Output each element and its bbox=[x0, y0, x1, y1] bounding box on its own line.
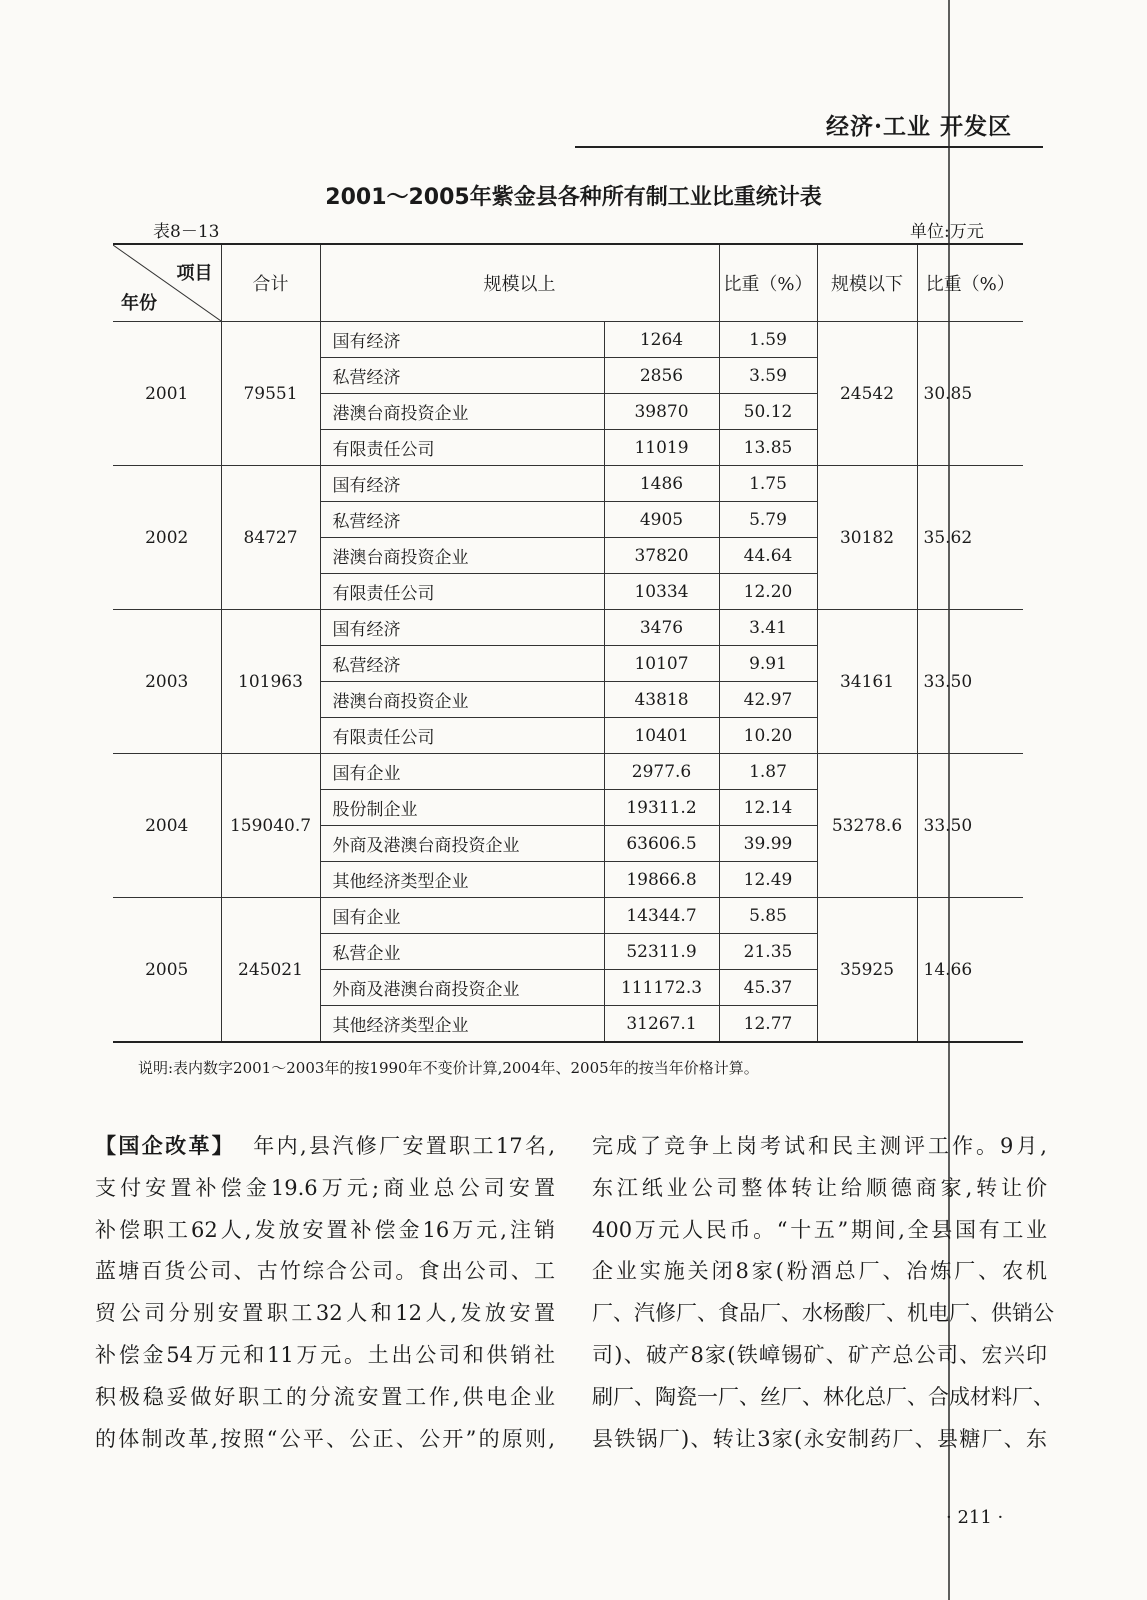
value-cell: 43818 bbox=[604, 682, 719, 718]
ratio-cell: 50.12 bbox=[719, 394, 817, 430]
value-cell: 10401 bbox=[604, 718, 719, 754]
category-cell: 国有经济 bbox=[320, 610, 604, 646]
section-heading: 【国企改革】 bbox=[95, 1134, 236, 1158]
category-cell: 私营经济 bbox=[320, 358, 604, 394]
header-total: 合计 bbox=[221, 244, 320, 322]
article-line: 县铁锅厂)、转让3家(永安制药厂、县糖厂、东 bbox=[592, 1426, 1047, 1451]
below-scale-cell: 30182 bbox=[817, 466, 917, 610]
article-line: 企业实施关闭8家(粉酒总厂、冶炼厂、农机 bbox=[592, 1259, 1047, 1284]
ratio-cell: 42.97 bbox=[719, 682, 817, 718]
value-cell: 19866.8 bbox=[604, 862, 719, 898]
article-line: 蓝塘百货公司、古竹综合公司。食出公司、工 bbox=[95, 1259, 555, 1284]
article-line: 完成了竞争上岗考试和民主测评工作。9月, bbox=[592, 1134, 1047, 1158]
corner-item-label: 项目 bbox=[176, 263, 213, 284]
value-cell: 19311.2 bbox=[604, 790, 719, 826]
category-cell: 国有企业 bbox=[320, 898, 604, 934]
table-row bbox=[113, 754, 1023, 790]
below-ratio-cell: 14.66 bbox=[917, 898, 1023, 1043]
below-ratio-cell: 35.62 bbox=[917, 466, 1023, 610]
total-cell: 159040.7 bbox=[221, 754, 320, 898]
ratio-cell: 5.79 bbox=[719, 502, 817, 538]
category-cell: 有限责任公司 bbox=[320, 718, 604, 754]
value-cell: 10107 bbox=[604, 646, 719, 682]
table-row bbox=[113, 466, 1023, 502]
year-cell: 2002 bbox=[113, 466, 221, 610]
table-note: 说明:表内数字2001～2003年的按1990年不变价计算,2004年、2005年的按当年价格计算。 bbox=[138, 1059, 759, 1077]
below-scale-cell: 35925 bbox=[817, 898, 917, 1043]
ratio-cell: 1.75 bbox=[719, 466, 817, 502]
category-cell: 私营经济 bbox=[320, 502, 604, 538]
statistics-table bbox=[113, 243, 1023, 1043]
ratio-cell: 10.20 bbox=[719, 718, 817, 754]
value-cell: 4905 bbox=[604, 502, 719, 538]
article-line: 补偿职工62人,发放安置补偿金16万元,注销 bbox=[95, 1217, 555, 1242]
ratio-cell: 12.14 bbox=[719, 790, 817, 826]
value-cell: 2856 bbox=[604, 358, 719, 394]
article-text: 年内,县汽修厂安置职工17名, bbox=[253, 1134, 556, 1158]
year-cell: 2004 bbox=[113, 754, 221, 898]
page-number: · 211 · bbox=[946, 1507, 1004, 1528]
total-cell: 245021 bbox=[221, 898, 320, 1043]
category-cell: 港澳台商投资企业 bbox=[320, 682, 604, 718]
header-rule bbox=[575, 146, 1043, 148]
value-cell: 52311.9 bbox=[604, 934, 719, 970]
value-cell: 1486 bbox=[604, 466, 719, 502]
header-below-scale: 规模以下 bbox=[817, 244, 917, 322]
ratio-cell: 12.77 bbox=[719, 1006, 817, 1043]
category-cell: 国有企业 bbox=[320, 754, 604, 790]
ratio-cell: 12.49 bbox=[719, 862, 817, 898]
category-cell: 国有经济 bbox=[320, 466, 604, 502]
header-ratio: 比重（%） bbox=[719, 244, 817, 322]
below-scale-cell: 24542 bbox=[817, 322, 917, 466]
article-line: 积极稳妥做好职工的分流安置工作,供电企业 bbox=[95, 1384, 555, 1409]
below-scale-cell: 53278.6 bbox=[817, 754, 917, 898]
year-cell: 2005 bbox=[113, 898, 221, 1043]
ratio-cell: 9.91 bbox=[719, 646, 817, 682]
category-cell: 外商及港澳台商投资企业 bbox=[320, 826, 604, 862]
value-cell: 14344.7 bbox=[604, 898, 719, 934]
value-cell: 63606.5 bbox=[604, 826, 719, 862]
article-line: 司)、破产8家(铁嶂锡矿、矿产总公司、宏兴印 bbox=[592, 1342, 1047, 1367]
article-line: 支付安置补偿金19.6万元;商业总公司安置 bbox=[95, 1175, 555, 1200]
total-cell: 101963 bbox=[221, 610, 320, 754]
ratio-cell: 44.64 bbox=[719, 538, 817, 574]
value-cell: 11019 bbox=[604, 430, 719, 466]
value-cell: 2977.6 bbox=[604, 754, 719, 790]
corner-year-label: 年份 bbox=[121, 293, 157, 314]
category-cell: 其他经济类型企业 bbox=[320, 862, 604, 898]
table-row bbox=[113, 322, 1023, 358]
ratio-cell: 3.59 bbox=[719, 358, 817, 394]
article-line: 的体制改革,按照“公平、公正、公开”的原则, bbox=[95, 1426, 555, 1451]
running-header: 经济·工业 开发区 bbox=[826, 113, 1013, 140]
table-number: 表8－13 bbox=[153, 222, 220, 242]
category-cell: 国有经济 bbox=[320, 322, 604, 358]
year-cell: 2003 bbox=[113, 610, 221, 754]
category-cell: 外商及港澳台商投资企业 bbox=[320, 970, 604, 1006]
article-line: 贸公司分别安置职工32人和12人,发放安置 bbox=[95, 1301, 555, 1326]
value-cell: 1264 bbox=[604, 322, 719, 358]
ratio-cell: 1.59 bbox=[719, 322, 817, 358]
article-line: 400万元人民币。“十五”期间,全县国有工业 bbox=[592, 1217, 1047, 1242]
value-cell: 3476 bbox=[604, 610, 719, 646]
ratio-cell: 39.99 bbox=[719, 826, 817, 862]
below-ratio-cell: 33.50 bbox=[917, 754, 1023, 898]
value-cell: 31267.1 bbox=[604, 1006, 719, 1043]
article-left-column bbox=[95, 1126, 555, 1460]
ratio-cell: 1.87 bbox=[719, 754, 817, 790]
ratio-cell: 45.37 bbox=[719, 970, 817, 1006]
corner-header-cell bbox=[113, 244, 221, 322]
table-row bbox=[113, 610, 1023, 646]
category-cell: 私营经济 bbox=[320, 646, 604, 682]
table-title: 2001～2005年紫金县各种所有制工业比重统计表 bbox=[325, 185, 822, 210]
ratio-cell: 12.20 bbox=[719, 574, 817, 610]
category-cell: 其他经济类型企业 bbox=[320, 1006, 604, 1043]
article-line: 东江纸业公司整体转让给顺德商家,转让价 bbox=[592, 1175, 1047, 1200]
ratio-cell: 5.85 bbox=[719, 898, 817, 934]
category-cell: 有限责任公司 bbox=[320, 574, 604, 610]
ratio-cell: 3.41 bbox=[719, 610, 817, 646]
category-cell: 有限责任公司 bbox=[320, 430, 604, 466]
value-cell: 10334 bbox=[604, 574, 719, 610]
below-ratio-cell: 33.50 bbox=[917, 610, 1023, 754]
category-cell: 股份制企业 bbox=[320, 790, 604, 826]
below-scale-cell: 34161 bbox=[817, 610, 917, 754]
category-cell: 港澳台商投资企业 bbox=[320, 394, 604, 430]
article-line bbox=[95, 1126, 555, 1168]
year-cell: 2001 bbox=[113, 322, 221, 466]
table-body bbox=[113, 322, 1023, 1043]
below-ratio-cell: 30.85 bbox=[917, 322, 1023, 466]
category-cell: 港澳台商投资企业 bbox=[320, 538, 604, 574]
article-line: 厂、汽修厂、食品厂、水杨酸厂、机电厂、供销公 bbox=[592, 1301, 1054, 1326]
total-cell: 84727 bbox=[221, 466, 320, 610]
article-line: 补偿金54万元和11万元。土出公司和供销社 bbox=[95, 1342, 555, 1367]
article-line: 刷厂、陶瓷一厂、丝厂、林化总厂、合成材料厂、 bbox=[592, 1384, 1054, 1409]
value-cell: 39870 bbox=[604, 394, 719, 430]
header-above-scale: 规模以上 bbox=[320, 244, 719, 322]
header-ratio-2: 比重（%） bbox=[917, 244, 1023, 322]
ratio-cell: 13.85 bbox=[719, 430, 817, 466]
category-cell: 私营企业 bbox=[320, 934, 604, 970]
article-right-column bbox=[592, 1126, 1054, 1460]
table-unit: 单位:万元 bbox=[910, 222, 984, 242]
table-row bbox=[113, 898, 1023, 934]
total-cell: 79551 bbox=[221, 322, 320, 466]
value-cell: 37820 bbox=[604, 538, 719, 574]
ratio-cell: 21.35 bbox=[719, 934, 817, 970]
value-cell: 111172.3 bbox=[604, 970, 719, 1006]
